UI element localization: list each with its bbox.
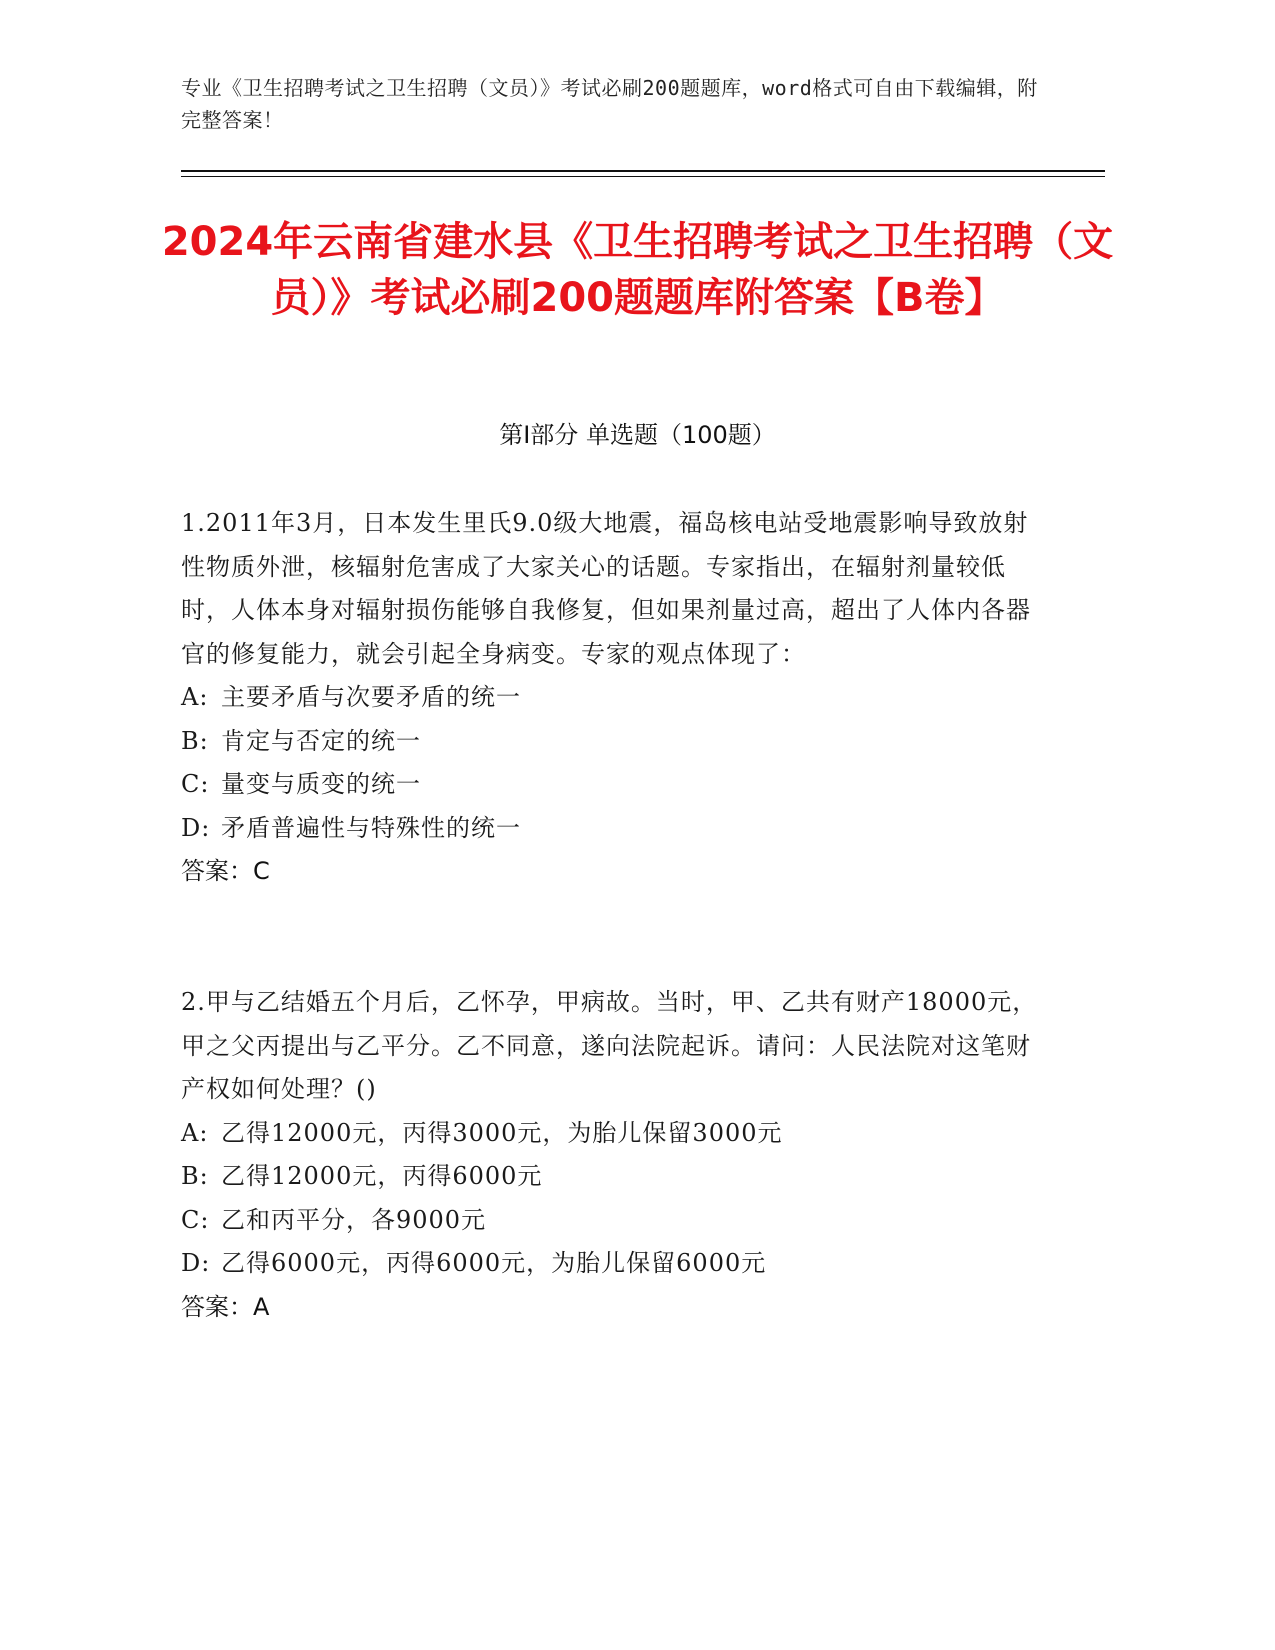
option-text: 主要矛盾与次要矛盾的统一 xyxy=(221,683,521,711)
option-d xyxy=(181,1242,1041,1286)
question-1 xyxy=(181,502,1041,894)
header-divider-thick xyxy=(181,170,1105,172)
option-letter: A: xyxy=(181,683,209,711)
option-a xyxy=(181,1112,1041,1156)
question-stem: 2.甲与乙结婚五个月后，乙怀孕，甲病故。当时，甲、乙共有财产18000元，甲之父丙提出与乙平分。乙不同意，遂向法院起诉。请问：人民法院对这笔财产权如何处理？() xyxy=(181,988,1038,1103)
answer-line: 答案：C xyxy=(181,857,270,885)
option-letter: B: xyxy=(181,1162,209,1190)
option-b xyxy=(181,720,1041,764)
option-c xyxy=(181,763,1041,807)
option-text: 乙和丙平分，各9000元 xyxy=(221,1205,487,1234)
header-note: 专业《卫生招聘考试之卫生招聘（文员）》考试必刷200题题库，word格式可自由下载编辑，附完整答案！ xyxy=(181,76,1038,132)
option-letter: C: xyxy=(181,1205,210,1234)
question-stem: 1.2011年3月，日本发生里氏9.0级大地震，福岛核电站受地震影响导致放射性物质外泄，核辐射危害成了大家关心的话题。专家指出，在辐射剂量较低时，人体本身对辐射损伤能够自我修复，但如果剂量过高，超出了人体内各器官的修复能力，就会引起全身病变。专家的观点体现了： xyxy=(181,509,1031,668)
option-a xyxy=(181,676,1041,720)
option-text: 乙得12000元，丙得3000元，为胎儿保留3000元 xyxy=(221,1118,783,1147)
option-letter: D: xyxy=(181,1249,211,1277)
option-text: 肯定与否定的统一 xyxy=(221,726,421,755)
option-letter: D: xyxy=(181,813,211,842)
option-c xyxy=(181,1199,1041,1243)
question-2 xyxy=(181,981,1041,1329)
option-letter: A: xyxy=(181,1118,209,1147)
option-text: 乙得12000元，丙得6000元 xyxy=(221,1162,543,1190)
option-letter: B: xyxy=(181,726,209,755)
option-text: 乙得6000元，丙得6000元，为胎儿保留6000元 xyxy=(221,1249,767,1277)
option-letter: C: xyxy=(181,770,210,798)
option-text: 矛盾普遍性与特殊性的统一 xyxy=(221,813,521,842)
answer-line: 答案：A xyxy=(181,1292,270,1321)
option-d xyxy=(181,807,1041,851)
section-heading: 第Ⅰ部分 单选题（100题） xyxy=(499,421,776,449)
option-b xyxy=(181,1155,1041,1199)
header-divider-thin xyxy=(181,176,1105,177)
option-text: 量变与质变的统一 xyxy=(221,770,421,798)
document-title: 2024年云南省建水县《卫生招聘考试之卫生招聘（文员）》考试必刷200题题库附答案【B卷】 xyxy=(161,219,1114,321)
